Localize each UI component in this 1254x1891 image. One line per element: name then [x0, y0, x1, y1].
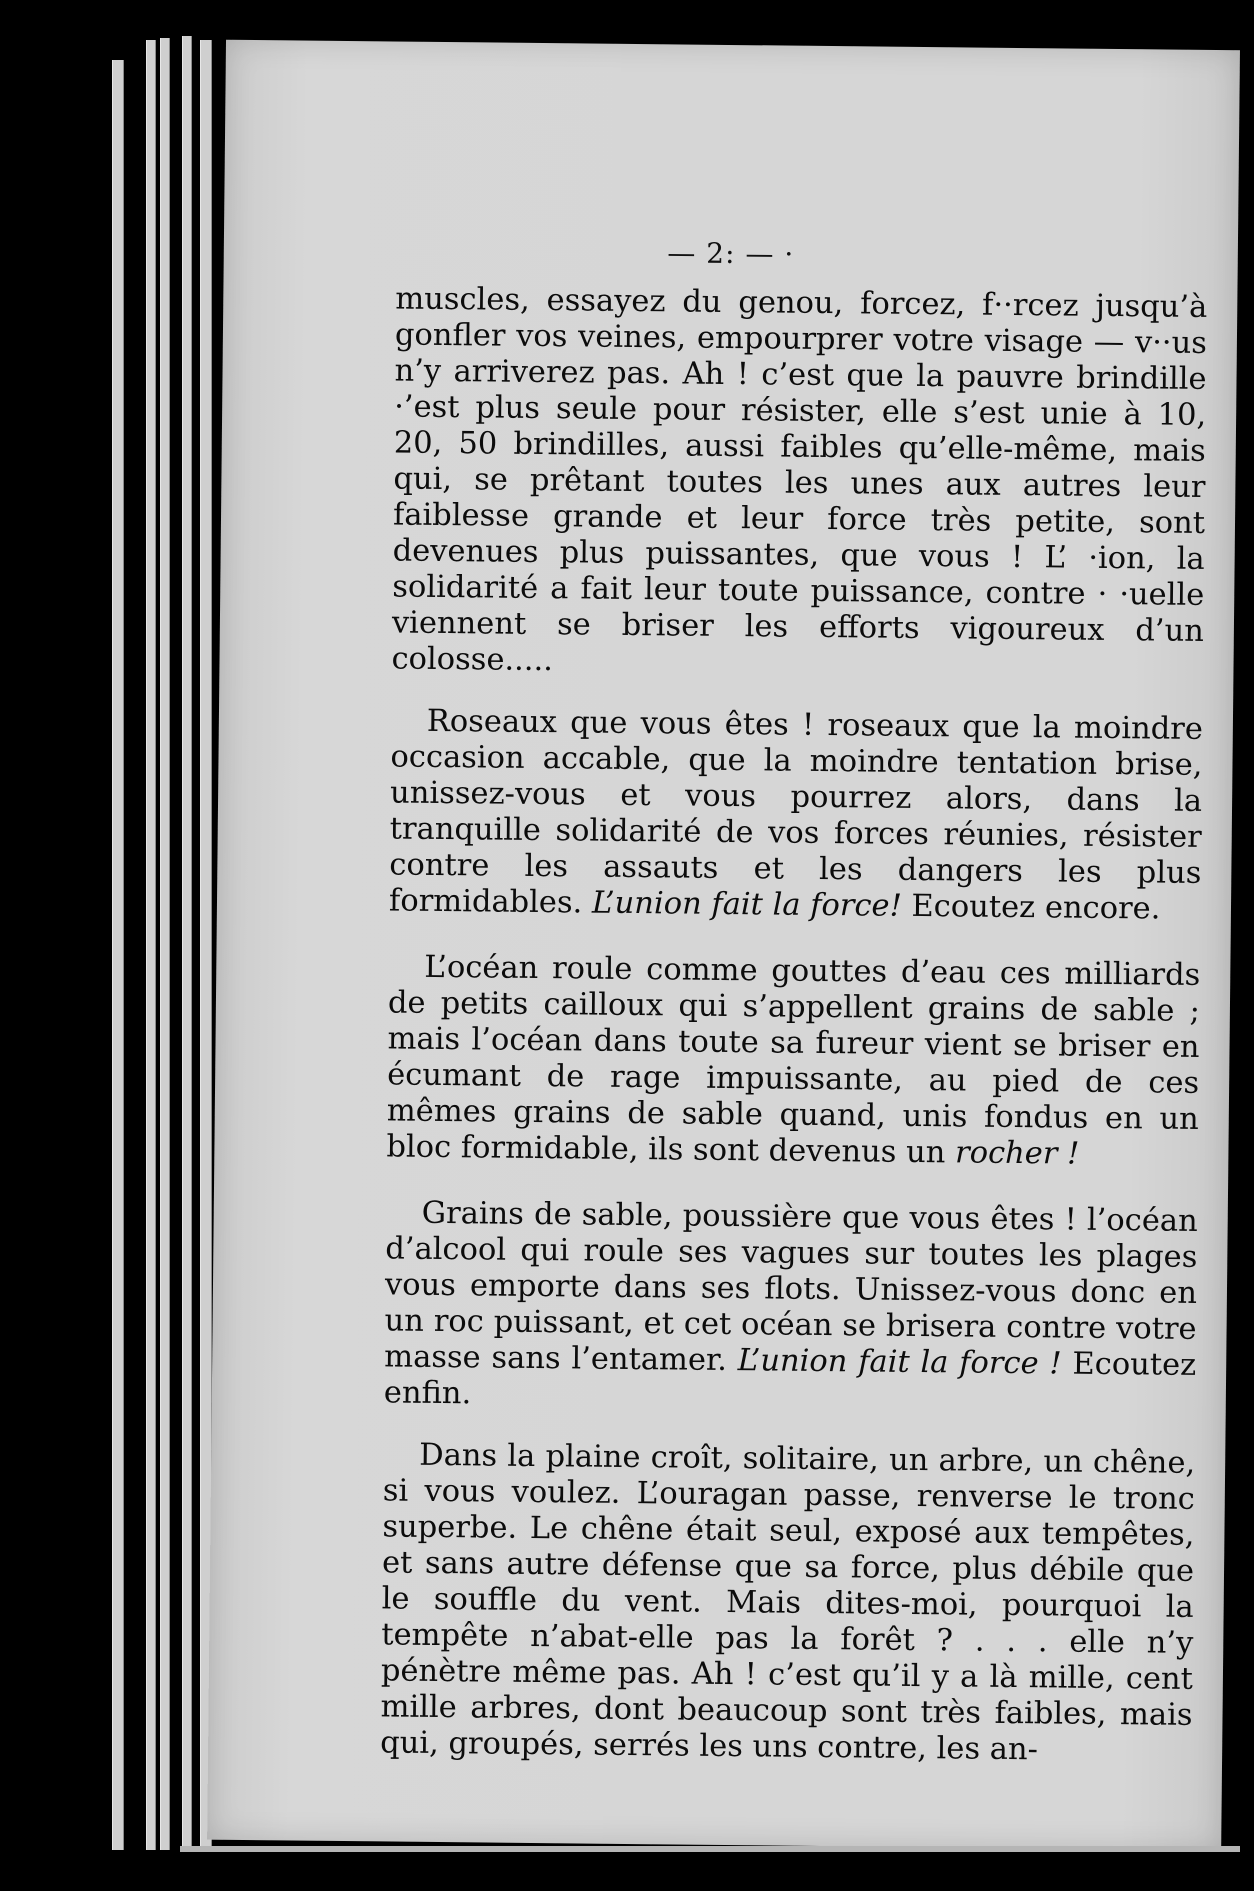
page-number: — 2: — ·: [667, 236, 795, 271]
text-run: muscles, essayez du genou, forcez, f··rcez jusqu’à gonfler vos veines, empourprer votre visage — v··us n’y arriverez pas. Ah ! c’est que la pauvre brindille ·’est plus seule pour résister, elle s’est unie à 10, 20, 50 brindilles, aussi faibles qu’elle-même, mais qui, se prêtant toutes les unes aux autres leur faiblesse grande et leur force très petite, sont devenues plus puissantes, que vous ! L’ ·ion, la solidarité a fait leur toute puissance, contre · ·uelle viennent se briser les efforts vigoureux d’un colosse.....: [391, 281, 1208, 679]
italic-text: L’union fait la force !: [737, 1343, 1062, 1382]
text-run: Grains de sable, poussière que vous êtes ! l’océan d’alcool qui roule ses vagues sur toutes les plages vous emporte dans ses flots. Unissez-vous donc en un roc puissant, et cet océan se brisera contre votre masse sans l’entamer.: [384, 1195, 1198, 1379]
paragraph: [386, 949, 1200, 1173]
paragraph: [384, 1195, 1198, 1419]
book-page: [207, 40, 1240, 1851]
text-run: Ecoutez enfin.: [383, 1346, 1197, 1412]
italic-text: rocher !: [954, 1135, 1080, 1172]
paragraph: [380, 1437, 1195, 1769]
paragraph: [391, 281, 1207, 685]
scan-speck: [1230, 22, 1236, 32]
page-edge: [112, 60, 124, 1850]
page-edge: [160, 38, 170, 1850]
text-run: Ecoutez encore.: [901, 888, 1161, 927]
paragraph: [389, 703, 1203, 927]
page-bottom-edge: [180, 1846, 1240, 1852]
italic-text: L’union fait la force!: [591, 885, 902, 924]
scan-speck: [36, 92, 50, 110]
page-body-text: [380, 281, 1208, 1795]
page-edge: [182, 36, 192, 1850]
text-run: Dans la plaine croît, solitaire, un arbre, un chêne, si vous voulez. L’ouragan passe, renverse le tronc superbe. Le chêne était seul, exposé aux tempêtes, et sans autre défense que sa force, plus débile que le souffle du vent. Mais dites-moi, pourquoi la tempête n’abat-elle pas la forêt ? . . . elle n’y pénètre même pas. Ah ! c’est qu’il y a là mille, cent mille arbres, dont beaucoup sont très faibles, mais qui, groupés, serrés les uns contre, les an-: [380, 1437, 1196, 1768]
text-run: Roseaux que vous êtes ! roseaux que la moindre occasion accable, que la moindre tentation brise, unissez-vous et vous pourrez alors, dans la tranquille solidarité de vos forces réunies, résister contre les assauts et les dangers les plus formidables.: [388, 703, 1204, 921]
page-edge: [146, 40, 156, 1850]
text-run: L’océan roule comme gouttes d’eau ces milliards de petits cailloux qui s’appellent grains de sable ; mais l’océan dans toute sa fureur vient se briser en écumant de rage impuissante, au pied de ces mêmes grains de sable quand, unis fondus en un bloc formidable, ils sont devenus un: [386, 949, 1201, 1171]
